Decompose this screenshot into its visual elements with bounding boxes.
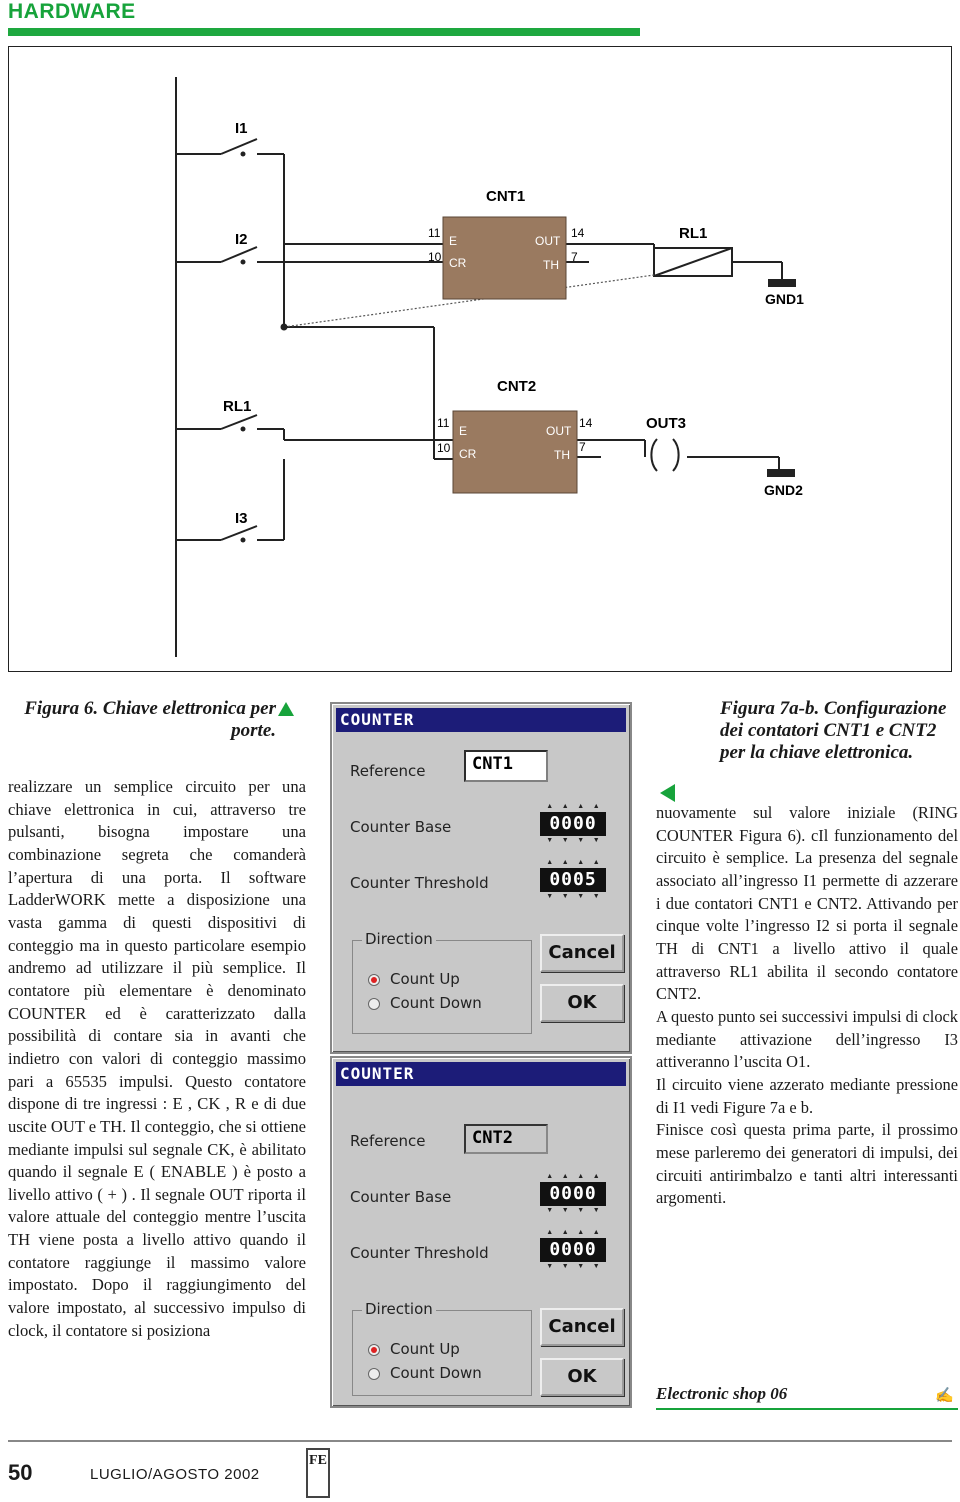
counter-dialogs — [330, 702, 632, 1408]
right-paragraph: A questo punto sei successivi impulsi di clock mediante attivazione dell’ingresso I3 attiveranno l’uscita O1. — [656, 1006, 958, 1072]
input-label-rl1: RL1 — [223, 398, 252, 415]
reference-input[interactable]: CNT1 — [464, 750, 548, 782]
spinner-up-arrows-icon[interactable]: ▲ ▲ ▲ ▲ — [546, 1172, 600, 1180]
gnd1-label: GND1 — [765, 291, 804, 307]
reference-label: Reference — [350, 762, 426, 780]
counter-base-spinner[interactable] — [540, 800, 606, 844]
count-down-label: Count Down — [390, 1364, 482, 1382]
direction-label: Direction — [362, 930, 436, 948]
right-paragraph: Finisce così questa prima parte, il prossimo mese parleremo dei generatori di impulsi, dei circuiti antirimbalzo e tanti altri interessanti argomenti. — [656, 1120, 958, 1208]
input-label-i3: I3 — [235, 510, 248, 527]
cnt2-pin-number-th: 7 — [579, 440, 586, 454]
left-column — [8, 698, 306, 1342]
count-up-label: Count Up — [390, 1340, 460, 1358]
pointer-left-icon — [660, 784, 675, 802]
cnt1-name: CNT1 — [486, 188, 526, 205]
page-footer — [8, 1440, 952, 1502]
cnt2-pin-number-cr: 10 — [437, 441, 451, 455]
cnt2-name: CNT2 — [497, 378, 537, 395]
issue-date: LUGLIO/AGOSTO 2002 — [90, 1466, 260, 1483]
spinner-down-arrows-icon[interactable]: ▼ ▼ ▼ ▼ — [546, 1206, 600, 1214]
spinner-down-arrows-icon[interactable]: ▼ ▼ ▼ ▼ — [546, 836, 600, 844]
spinner-down-arrows-icon[interactable]: ▼ ▼ ▼ ▼ — [546, 1262, 600, 1270]
signature-text: Electronic shop 06 — [656, 1384, 788, 1403]
figure7-caption — [656, 698, 958, 764]
counter-base-spinner[interactable] — [540, 1170, 606, 1214]
counter-dialog-cnt2 — [330, 1056, 632, 1408]
cnt2-pin-cr: CR — [459, 447, 477, 461]
ok-button[interactable]: OK — [540, 984, 624, 1022]
cnt2-pin-number-e: 11 — [437, 416, 450, 430]
cancel-button[interactable]: Cancel — [540, 1308, 624, 1346]
figure7-caption-text: Figura 7a-b. Configurazione dei contatori CNT1 e CNT2 per la chiave elettronica. — [720, 698, 947, 763]
ok-button[interactable]: OK — [540, 1358, 624, 1396]
reference-input[interactable]: CNT2 — [464, 1124, 548, 1154]
gnd2-label: GND2 — [764, 482, 803, 498]
spinner-up-arrows-icon[interactable]: ▲ ▲ ▲ ▲ — [546, 802, 600, 810]
cnt2-pin-out: OUT — [546, 424, 572, 438]
count-up-label: Count Up — [390, 970, 460, 988]
counter-threshold-value: 0005 — [540, 868, 606, 892]
count-down-label: Count Down — [390, 994, 482, 1012]
figure6-caption-text: Figura 6. Chiave elettronica per porte. — [24, 698, 276, 741]
counter-threshold-value: 0000 — [540, 1238, 606, 1262]
right-paragraph: Il circuito viene azzerato mediante pressione di I1 vedi Figure 7a e b. — [656, 1074, 958, 1117]
counter-base-value: 0000 — [540, 1182, 606, 1206]
count-up-radio[interactable] — [368, 1344, 380, 1356]
counter-threshold-label: Counter Threshold — [350, 874, 489, 892]
ladder-diagram-svg — [9, 47, 950, 670]
page-number: 50 — [8, 1460, 33, 1485]
right-column — [656, 698, 958, 1210]
counter-threshold-label: Counter Threshold — [350, 1244, 489, 1262]
right-paragraph: nuovamente sul valore iniziale (RING COUNTER Figura 6). cIl funzionamento del circuito è semplice. La presenza del segnale associato all’ingresso I1 permette di azzerare i due contatori CNT1 e CNT2. Attivando per cinque volte l’ingresso I2 si porta il segnale TH di CNT1 a livello attivo il quale attraverso RL1 abilita il secondo contatore CNT2. — [656, 803, 958, 1004]
counter-base-value: 0000 — [540, 812, 606, 836]
cnt1-pin-number-cr: 10 — [428, 250, 442, 264]
reference-label: Reference — [350, 1132, 426, 1150]
cancel-button[interactable]: Cancel — [540, 934, 624, 972]
cnt1-pin-cr: CR — [449, 256, 467, 270]
input-label-i1: I1 — [235, 120, 248, 137]
counter-base-label: Counter Base — [350, 1188, 452, 1206]
counter-threshold-spinner[interactable] — [540, 1226, 606, 1270]
cnt1-pin-number-out: 14 — [571, 226, 585, 240]
cnt1-pin-th: TH — [543, 258, 559, 272]
spinner-up-arrows-icon[interactable]: ▲ ▲ ▲ ▲ — [546, 1228, 600, 1236]
magazine-logo: FE — [306, 1448, 330, 1498]
figure6-caption — [8, 698, 306, 742]
input-label-i2: I2 — [235, 231, 248, 248]
section-title: HARDWARE — [8, 0, 136, 23]
counter-threshold-spinner[interactable] — [540, 856, 606, 900]
output-label: OUT3 — [646, 415, 687, 432]
cnt1-pin-e: E — [449, 234, 458, 248]
cnt1-pin-number-th: 7 — [571, 250, 578, 264]
pointer-up-icon — [278, 702, 294, 716]
spinner-up-arrows-icon[interactable]: ▲ ▲ ▲ ▲ — [546, 858, 600, 866]
count-down-radio[interactable] — [368, 998, 380, 1010]
count-up-radio[interactable] — [368, 974, 380, 986]
cnt2-pin-th: TH — [554, 448, 570, 462]
article-signature — [656, 1384, 958, 1410]
ladder-diagram — [8, 46, 952, 672]
counter-base-label: Counter Base — [350, 818, 452, 836]
page-header — [8, 0, 952, 42]
spinner-down-arrows-icon[interactable]: ▼ ▼ ▼ ▼ — [546, 892, 600, 900]
direction-label: Direction — [362, 1300, 436, 1318]
cnt2-pin-number-out: 14 — [579, 416, 593, 430]
left-body-text: realizzare un semplice circuito per una chiave elettronica in cui, attraverso tre pulsanti, bisogna impostare una combinazione segreta che comanderà l’apertura di una porta. Il software LadderWORK mette a disposizione una vasta gamma di questi dispositivi di conteggio ma in questo particolare esempio andremo ad utilizzare il più semplice. Il contatore più elementare è denominato COUNTER ed è caratterizzato dalla possibilità di contare sia in avanti che indietro con valori di conteggio massimo pari a 65535 impulsi. Questo contatore dispone di tre ingressi : E , CK , R e di due uscite OUT e TH. Il conteggio, che si ottiene mediante impulsi sul segnale CK, è abilitato quando il segnale E ( ENABLE ) è posto a livello attivo ( + ) . Il segnale OUT riporta il valore attuale del conteggio mentre l’uscita TH viene posta a livello attivo quando il contatore raggiunge il massimo valore impostato. Dopo il raggiungimento del valore impostato, al successivo impulso di clock, il contatore si posiziona — [8, 777, 306, 1340]
cnt2-pin-e: E — [459, 424, 468, 438]
coil-label: RL1 — [679, 225, 708, 242]
count-down-radio[interactable] — [368, 1368, 380, 1380]
cnt1-pin-number-e: 11 — [428, 226, 441, 240]
pen-icon: ✍ — [935, 1388, 954, 1404]
dialog-title: COUNTER — [336, 708, 626, 732]
counter-dialog-cnt1 — [330, 702, 632, 1054]
dialog-title: COUNTER — [336, 1062, 626, 1086]
cnt1-pin-out: OUT — [535, 234, 561, 248]
header-rule — [8, 28, 640, 36]
right-body-text — [656, 802, 958, 1210]
